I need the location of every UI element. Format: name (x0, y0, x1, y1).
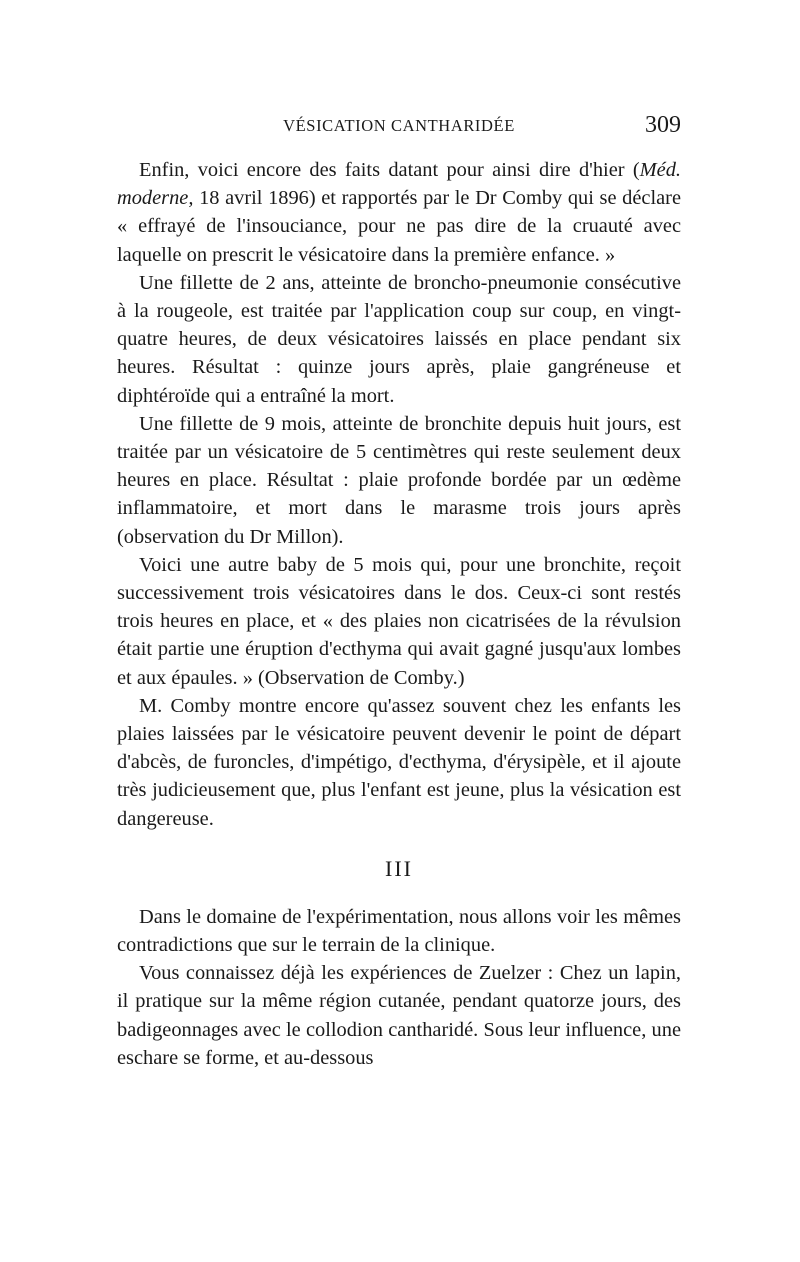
paragraph (117, 410, 681, 551)
paragraph (117, 156, 681, 269)
paragraphs-before-section (117, 156, 681, 833)
paragraph-text: Voici une autre baby de 5 mois qui, pour une bronchite, reçoit successivement trois vésicatoires dans le dos. Ceux-ci sont restés trois heures en place, et « des plaies non cicatrisées de la révulsion était partie une éruption d'ecthyma qui avait gagné jusqu'aux lombes et aux épaules. » (Observation de Comby.) (117, 553, 681, 689)
paragraph-text: Enfin, voici encore des faits datant pour ainsi dire d'hier ( (139, 159, 640, 181)
paragraph (117, 551, 681, 692)
italic-text: Méd. moderne, (117, 159, 681, 210)
paragraph-text: Dans le domaine de l'expérimentation, nous allons voir les mêmes contradictions que sur le terrain de la clinique. (117, 905, 681, 957)
paragraph (117, 269, 681, 410)
paragraph-text: 18 avril 1896) et rapportés par le Dr Comby qui se déclare « effrayé de l'insouciance, pour ne pas dire de la cruauté avec laquelle on prescrit le vésicatoire dans la première enfance. » (117, 187, 681, 266)
paragraph (117, 959, 681, 1072)
paragraph-text: Une fillette de 2 ans, atteinte de broncho-pneumonie consécutive à la rougeole, est traitée par l'application coup sur coup, en vingt-quatre heures, de deux vésicatoires laissés en place pendant six heures. Résultat : quinze jours après, plaie gangréneuse et diphtéroïde qui a entraîné la mort. (117, 271, 681, 407)
section-heading: III (385, 855, 413, 881)
paragraphs-after-section (117, 903, 681, 1072)
running-head (117, 112, 681, 146)
running-title: VÉSICATION CANTHARIDÉE (283, 116, 515, 135)
paragraph-text: M. Comby montre encore qu'assez souvent chez les enfants les plaies laissées par le vésicatoire peuvent devenir le point de départ d'abcès, de furoncles, d'impétigo, d'ecthyma, d'érysipèle, et il ajoute très judicieusement que, plus l'enfant est jeune, plus la vésication est dangereuse. (117, 694, 681, 830)
paragraph-text: Vous connaissez déjà les expériences de Zuelzer : Chez un lapin, il pratique sur la même région cutanée, pendant quatorze jours, des badigeonnages avec le collodion cantharidé. Sous leur influence, une eschare se forme, et au-dessous (117, 962, 681, 1069)
page-number: 309 (645, 112, 681, 138)
book-page (117, 112, 681, 1072)
body-text (117, 156, 681, 1072)
paragraph (117, 692, 681, 833)
paragraph (117, 903, 681, 959)
paragraph-text: Une fillette de 9 mois, atteinte de bronchite depuis huit jours, est traitée par un vésicatoire de 5 centimètres qui reste seulement deux heures en place. Résultat : plaie profonde bordée par un œdème inflammatoire, et mort dans le marasme trois jours après (observation du Dr Millon). (117, 412, 681, 548)
